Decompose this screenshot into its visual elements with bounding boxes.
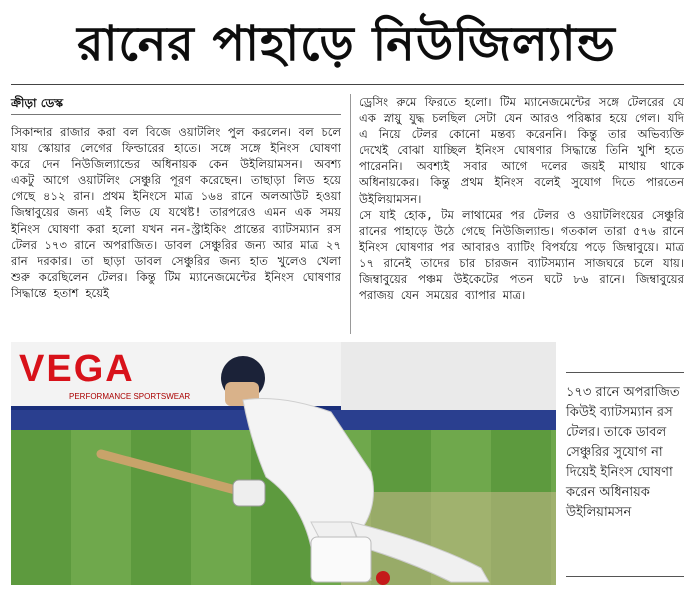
- article-column-2: [359, 94, 684, 334]
- vega-logo: VEGA: [19, 348, 135, 390]
- headline: রানের পাহাড়ে নিউজিল্যান্ড: [77, 16, 616, 72]
- article-paragraph: ড্রেসিং রুমে ফিরতে হলো। টিম ম্যানেজমেন্টের সঙ্গে টেলরের যে এক স্নায়ু যুদ্ধ চলছিল সেটা যেন আরও পরিষ্কার হয়ে গেল। যদি এ নিয়ে টেলর কোনো মন্তব্য করেননি। কিন্তু তার অভিব্যক্তি দেখেই বোঝা যাচ্ছিল ইনিংস ঘোষণার সিদ্ধান্তে তিনি খুশি হতে পারেননি। অবশ্যই সবার আগে দলের জয়ই মাথায় থাকে অধিনায়কের। কিন্তু প্রথম ইনিংস বলেই সুযোগ দিতে পারতেন উইলিয়ামসন।: [359, 95, 684, 206]
- caption-top-rule: [566, 372, 684, 373]
- batsman-figure: [11, 342, 556, 585]
- article-paragraph: সিকান্দার রাজার করা বল বিজে ওয়াটলিং পুল করলেন। বল চলে যায় স্কোয়ার লেগের ফিল্ডারের হাতে। সঙ্গে সঙ্গে ইনিংস ঘোষণা করে দেন নিউজিল্যান্ডের অধিনায়ক কেন উইলিয়ামসন। অবশ্য একটু আগে ওয়াটলিং সেঞ্চুরি পূরণ করেছেন। তাছাড়া লিড হয়ে গেছে ৪১২ রান। প্রথম ইনিংসে মাত্র ১৬৪ রানে অলআউট হওয়া জিম্বাবুয়ের জন্য এই লিড যে যথেষ্ট! তারপরেও এমন এক সময় ইনিংস ঘোষণা করা হলো যখন নন-স্ট্রাইকিং প্রান্তের ব্যাটসম্যান রস টেলর ১৭৩ রানে অপরাজিত। ডাবল সেঞ্চুরির জন্য আর মাত্র ২৭ রান দরকার। তা ছাড়া ডাবল সেঞ্চুরির জন্য হাত খুলেও খেলা শুরু করেছিলেন টেলর। কিন্তু টিম ম্যানেজমেন্টের ইনিংস ঘোষণার সিদ্ধান্তে হতাশ হয়েই: [11, 125, 341, 300]
- byline: ক্রীড়া ডেস্ক: [11, 92, 341, 115]
- article-column-1: [11, 124, 341, 330]
- cricket-photo: [11, 342, 556, 585]
- photo-caption: ১৭৩ রানে অপরাজিত কিউই ব্যাটসম্যান রস টেলর। তাকে ডাবল সেঞ্চুরির সুযোগ না দিয়েই ইনিংস ঘোষণা করেন অধিনায়ক উইলিয়ামসন: [566, 385, 680, 520]
- caption-bottom-rule: [566, 576, 684, 577]
- article-paragraph: সে যাই হোক, টম লাথামের পর টেলর ও ওয়াটলিংয়ের সেঞ্চুরি রানের পাহাড়ে উঠে গেছে নিউজিল্যান্ড। গতকাল তারা ৫৭৬ রানে ইনিংস ঘোষণার পর আবারও ব্যাটিং বিপর্যয়ে পড়ে জিম্বাবুয়ে। মাত্র ১৭ রানেই তাদের চার চারজন ব্যাটসম্যান সাজঘরে চলে যায়। জিম্বাবুয়ের পঞ্চম উইকেটের পতন ঘটে ৮৬ রানে। জিম্বাবুয়ের পরাজয় যেন সময়ের ব্যাপার মাত্র।: [359, 207, 684, 303]
- headline-divider: [11, 84, 684, 85]
- column-divider: [350, 94, 351, 334]
- vega-logo-tagline: PERFORMANCE SPORTSWEAR: [69, 392, 191, 401]
